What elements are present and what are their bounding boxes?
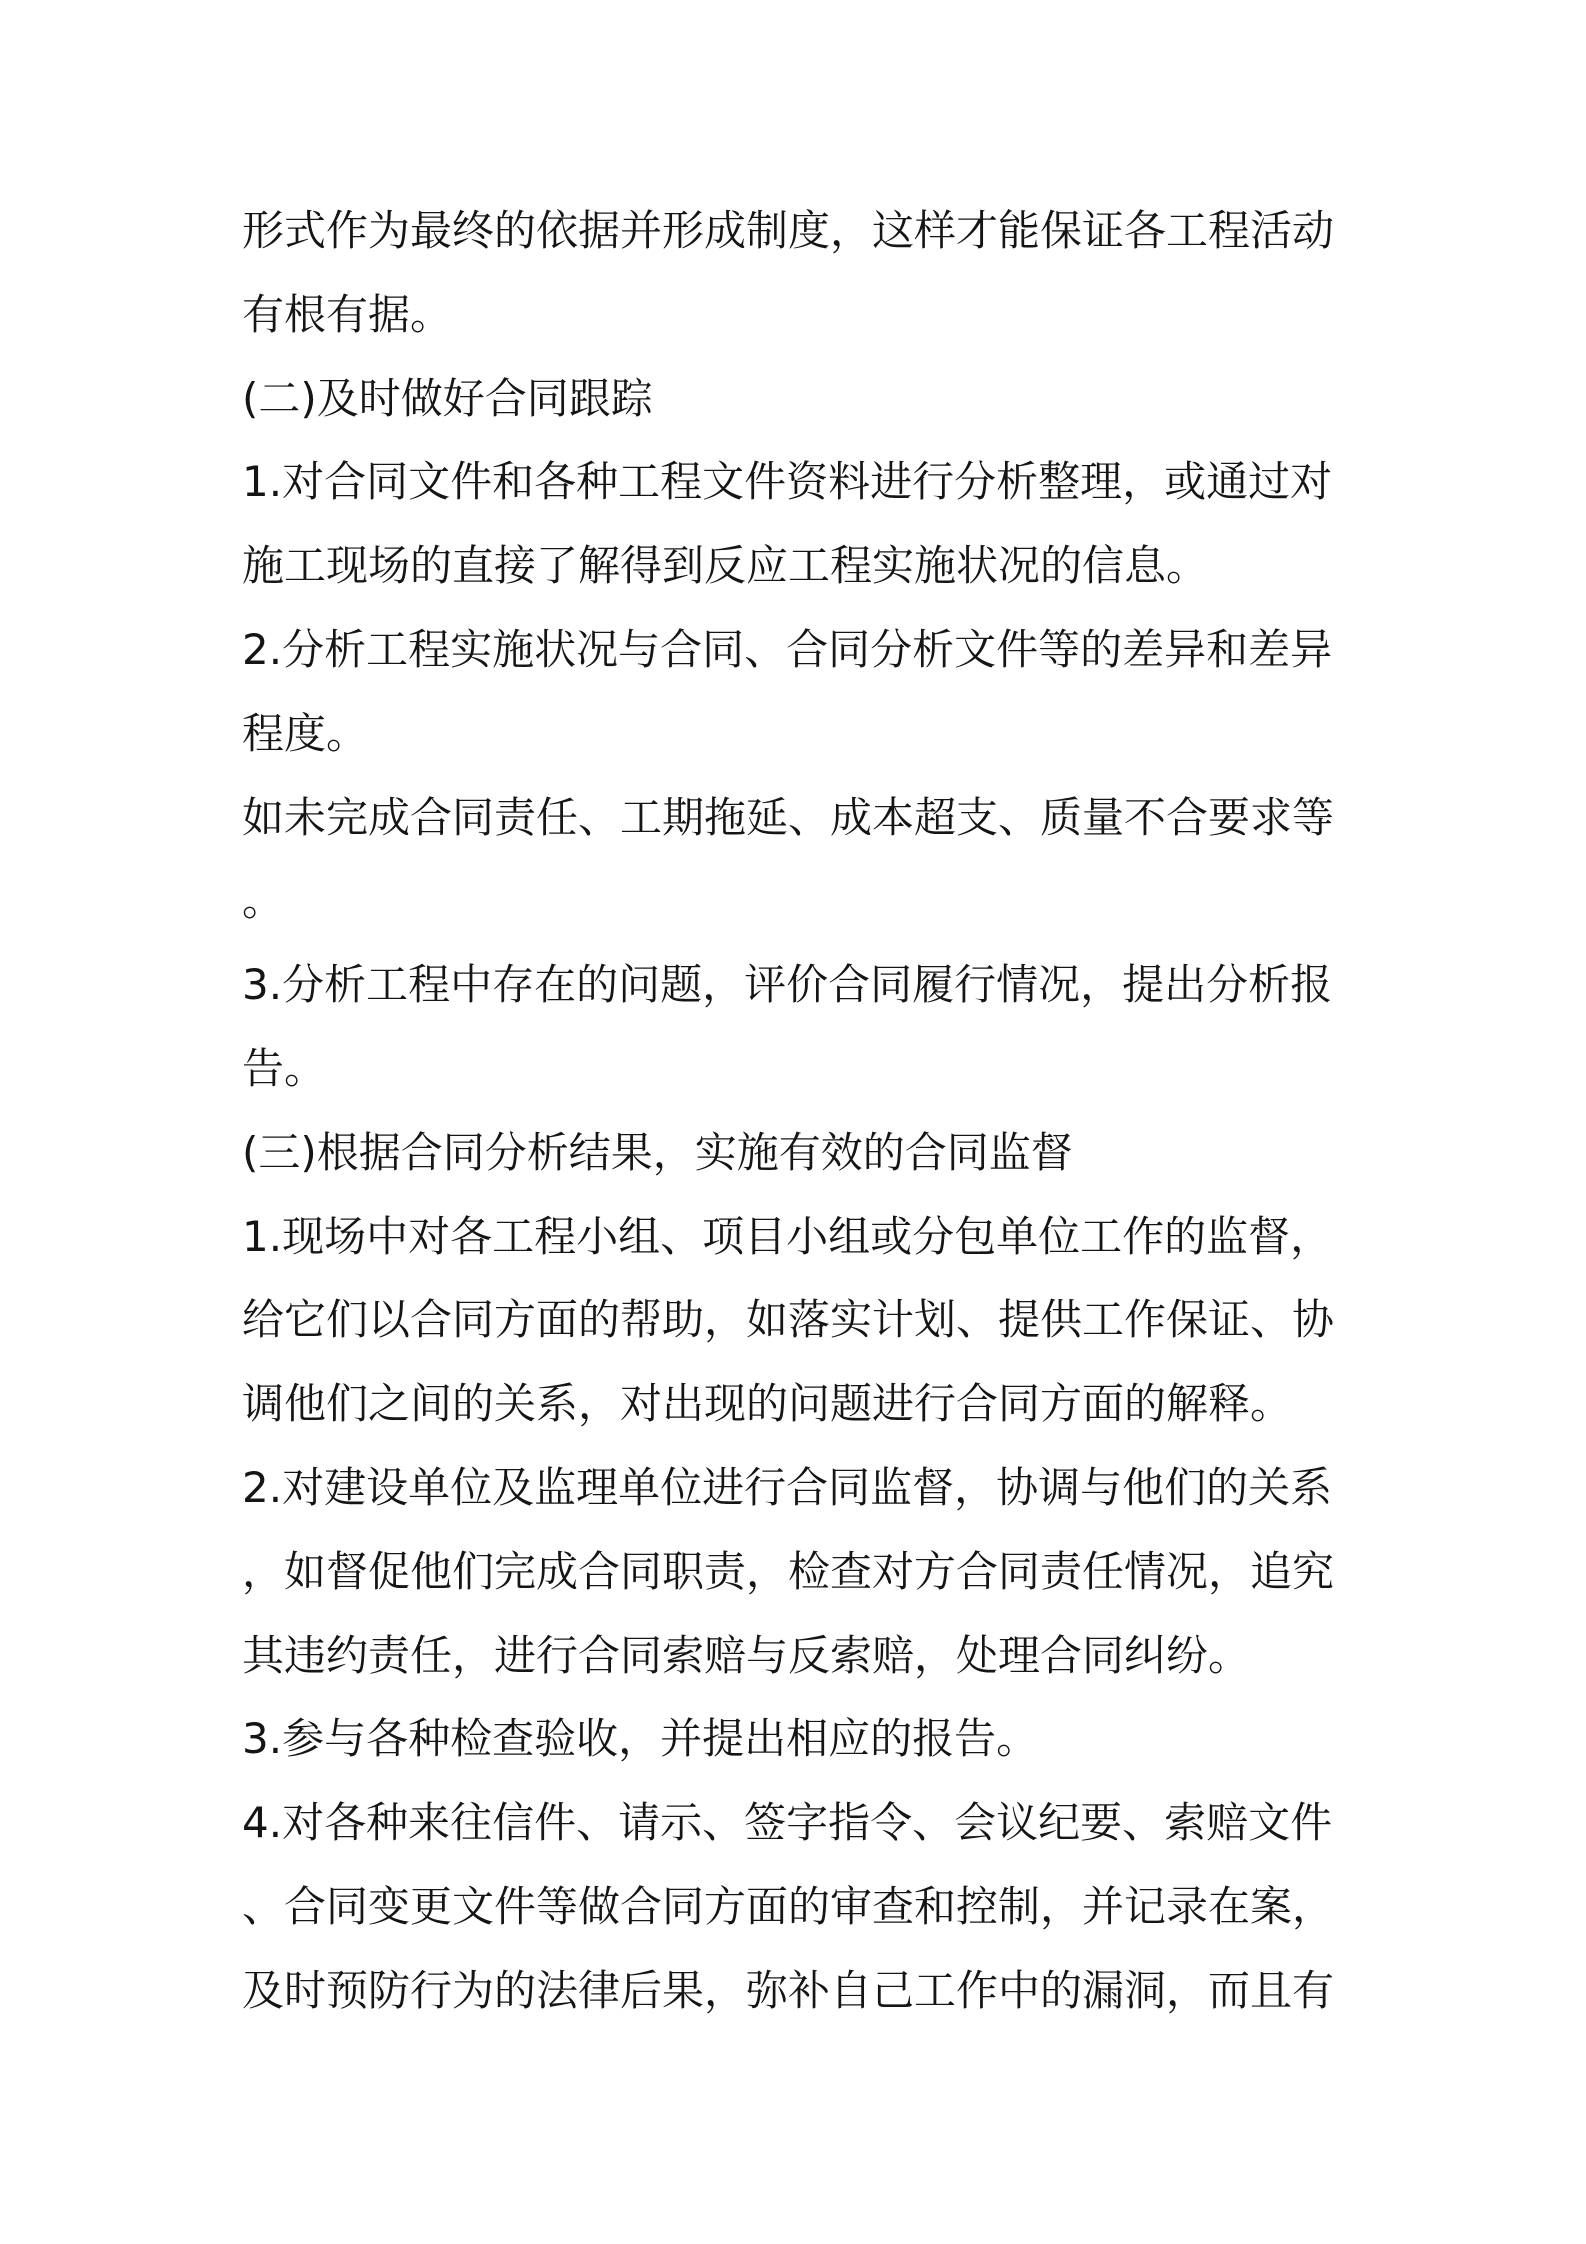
text-line: 如未完成合同责任、工期拖延、成本超支、质量不合要求等 [242, 792, 1335, 842]
text-line: 1.现场中对各工程小组、项目小组或分包单位工作的监督， [242, 1211, 1333, 1261]
text-line: 2.分析工程实施状况与合同、合同分析文件等的差异和差异 [242, 624, 1333, 674]
section-heading: (二)及时做好合同跟踪 [242, 373, 653, 423]
body-text [242, 189, 1372, 2033]
text-line: 3.分析工程中存在的问题，评价合同履行情况，提出分析报 [242, 960, 1333, 1010]
text-line: 给它们以合同方面的帮助，如落实计划、提供工作保证、协 [242, 1295, 1335, 1345]
text-line: ，如督促他们完成合同职责，检查对方合同责任情况，追究 [242, 1546, 1335, 1596]
text-line: 告。 [242, 1043, 327, 1093]
text-line: 3.参与各种检查验收，并提出相应的报告。 [242, 1714, 1039, 1764]
text-line: 1.对合同文件和各种工程文件资料进行分析整理，或通过对 [242, 457, 1333, 507]
text-line: 、合同变更文件等做合同方面的审查和控制，并记录在案， [242, 1881, 1335, 1931]
text-line: 4.对各种来往信件、请示、签字指令、会议纪要、索赔文件 [242, 1798, 1333, 1848]
text-line: 形式作为最终的依据并形成制度，这样才能保证各工程活动 [242, 206, 1335, 255]
section-heading: (三)根据合同分析结果，实施有效的合同监督 [242, 1127, 1073, 1177]
text-line: 及时预防行为的法律后果，弥补自己工作中的漏洞，而且有 [242, 1965, 1335, 2015]
text-line: 。 [242, 876, 285, 926]
text-line: 有根有据。 [242, 289, 453, 339]
text-line: 2.对建设单位及监理单位进行合同监督，协调与他们的关系 [242, 1462, 1333, 1512]
text-line: 施工现场的直接了解得到反应工程实施状况的信息。 [242, 541, 1209, 591]
text-line: 程度。 [242, 708, 369, 758]
text-line: 其违约责任，进行合同索赔与反索赔，处理合同纠纷。 [242, 1630, 1251, 1680]
text-line: 调他们之间的关系，对出现的问题进行合同方面的解释。 [242, 1379, 1293, 1429]
